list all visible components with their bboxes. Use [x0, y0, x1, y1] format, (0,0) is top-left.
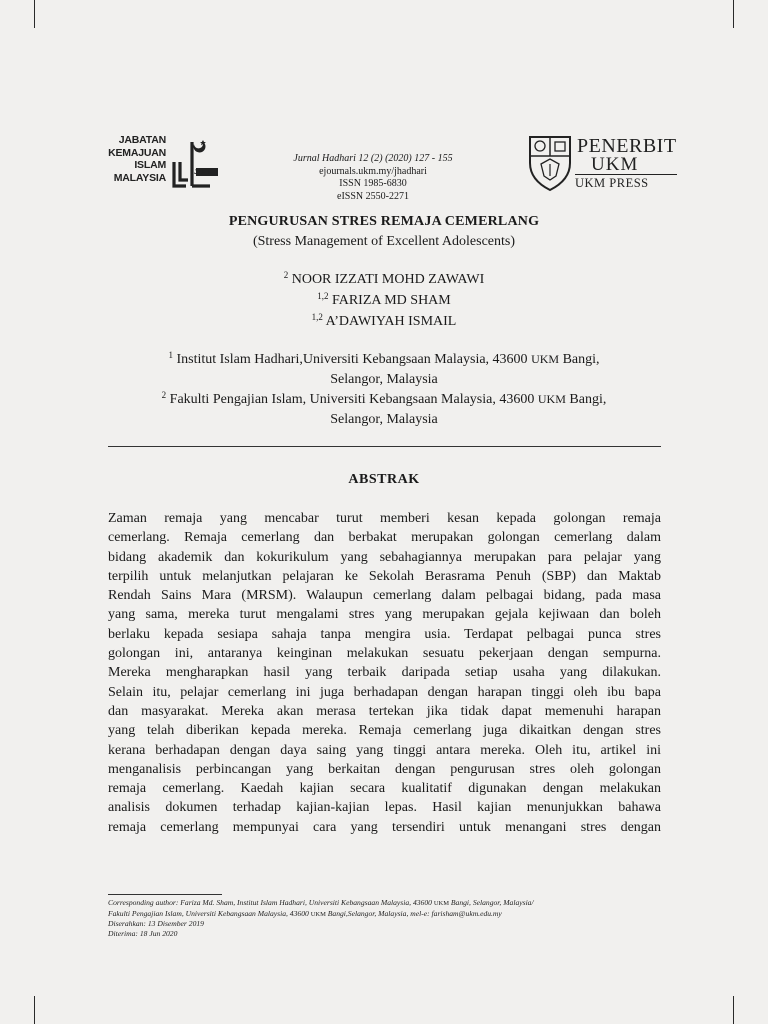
paper-title: PENGURUSAN STRES REMAJA CEMERLANG	[228, 214, 540, 229]
footnote-smallcaps: UKM	[433, 900, 449, 907]
abstract-line: Zaman remaja yang mencabar turut memberi kesan kepada golongan remaja	[108, 511, 661, 526]
affiliation-superscript: 2	[161, 390, 167, 400]
abstract-line: Mereka mengharapkan hasil yang terbaik daripada setiap usaha yang dilakukan.	[108, 665, 661, 681]
footnote	[108, 898, 668, 938]
crop-mark	[733, 0, 734, 28]
header-divider	[108, 446, 661, 447]
affiliation-superscript: 1	[168, 350, 173, 360]
abstract-line: yang telah diberikan kepada mereka. Remaja cemerlang juga dikaitkan dengan stres	[108, 723, 661, 739]
affiliation-smallcaps: UKM	[531, 352, 560, 366]
crop-mark	[733, 996, 734, 1024]
author-name: NOOR IZZATI MOHD ZAWAWI	[291, 272, 485, 287]
abstract-line: remaja cemerlang mempunyai cara yang tersendiri untuk menangani stres dengan	[108, 819, 661, 835]
abstract-line: remaja cemerlang. Kaedah kajian secara kualitatif digunakan dengan melakukan	[108, 781, 661, 797]
footnote-accepted: Diterima: 18 Jun 2020	[108, 928, 178, 938]
jakim-emblem-icon	[170, 134, 230, 194]
author-line	[0, 291, 768, 309]
abstract-line: yang sama, mereka turut mengalami stres yang merupakan gejala kejiwaan dan boleh	[108, 607, 661, 623]
jakim-label: JAKIM	[194, 170, 213, 176]
abstract-line: kerana berhadapan dengan daya saing yang tinggi antara mereka. Oleh itu, artikel ini	[108, 742, 661, 758]
ukm-shield-icon	[527, 134, 573, 192]
footnote-text: Bangi,Selangor, Malaysia, mel-e: farisham@ukm.edu.my	[325, 908, 502, 918]
abstract-line: menganalisis perbincangan yang berkaitan dengan pengurusan stres oleh golongan	[108, 761, 661, 777]
journal-issn: ISSN 1985-6830	[339, 178, 407, 189]
footnote-text: Fakulti Pengajian Islam, Universiti Kebangsaan Malaysia, 43600	[108, 908, 311, 918]
abstract-line: Selain itu, pelajar cemerlang ini juga berhadapan dengan harapan tinggi oleh ibu bapa	[108, 684, 661, 700]
footnote-line	[108, 909, 668, 920]
author-line	[0, 270, 768, 288]
abstract-line: bidang akademik dan kokurikulum yang sebahagiannya merupakan para pelajar yang	[108, 549, 661, 565]
abstract-line: terpilih untuk melanjutkan pelajaran ke Sekolah Berasrama Penuh (SBP) dan Maktab	[108, 568, 661, 584]
author-line	[0, 312, 768, 330]
author-superscript: 2	[283, 270, 289, 280]
footnote-line	[108, 898, 668, 909]
affiliation-line2: Selangor, Malaysia	[330, 411, 438, 427]
ukm-word: UKM	[591, 154, 639, 175]
abstract-line: dan masyarakat. Mereka akan merasa tertekan jika tidak dapat memenuhi harapan	[108, 703, 661, 719]
journal-info	[258, 153, 488, 203]
affiliation-text: Bangi,	[559, 352, 600, 367]
footnote-text: Corresponding author: Fariza Md. Sham, Institut Islam Hadhari, Universiti Kebangsaan Malaysia, 43600	[108, 898, 434, 907]
author-name: A’DAWIYAH ISMAIL	[325, 314, 457, 329]
penerbit-word: PENERBIT	[577, 135, 677, 157]
abstract-line: Rendah Sains Mara (MRSM). Walaupun cemerlang dalam pelbagai bidang, pada masa	[108, 588, 661, 604]
crop-mark	[34, 996, 35, 1024]
footnote-text: Bangi, Selangor, Malaysia/	[449, 898, 534, 907]
affiliation-text: Fakulti Pengajian Islam, Universiti Kebangsaan Malaysia, 43600	[169, 392, 538, 407]
paper-subtitle: (Stress Management of Excellent Adolescents)	[252, 234, 516, 249]
jakim-logo	[108, 134, 228, 194]
crop-mark	[34, 0, 35, 28]
abstract-body	[108, 509, 661, 837]
affiliation	[0, 386, 768, 429]
abstract-line: berlaku kepada sesiapa sahaja tanpa mengira usia. Terdapat pelbagai punca stres	[108, 626, 661, 642]
abstract-heading: ABSTRAK	[348, 472, 420, 487]
footnote-submitted: Diserahkan: 13 Disember 2019	[108, 919, 204, 929]
affiliation-line2: Selangor, Malaysia	[330, 371, 438, 387]
abstract-line: analisis dokumen terhadap kajian-kajian lepas. Hasil kajian menunjukkan bahawa	[108, 800, 661, 816]
footnote-divider	[108, 894, 222, 895]
penerbit-ukm-logo	[527, 134, 677, 196]
affiliation-smallcaps: UKM	[537, 392, 566, 406]
abstract-line: cemerlang. Remaja cemerlang dan berbakat merupakan golongan cemerlang dalam	[108, 530, 661, 546]
journal-eissn: eISSN 2550-2271	[337, 190, 409, 202]
penerbit-wordmark	[577, 136, 677, 190]
author-name: FARIZA MD SHAM	[331, 293, 451, 308]
affiliation-text: Bangi,	[565, 392, 607, 407]
author-superscript: 1,2	[311, 312, 323, 322]
journal-url: ejournals.ukm.my/jhadhari	[319, 165, 427, 177]
jakim-logo-text: JABATAN KEMAJUAN ISLAM MALAYSIA	[108, 134, 166, 184]
affiliation-text: Institut Islam Hadhari,Universiti Kebangsaan Malaysia, 43600	[176, 352, 532, 367]
ukm-press-word: UKM PRESS	[575, 174, 677, 190]
author-superscript: 1,2	[317, 291, 329, 301]
footnote-smallcaps: UKM	[310, 910, 326, 918]
abstract-line: golongan ini, antaranya keinginan melakukan sesuatu pekerjaan dengan sempurna.	[108, 646, 661, 662]
affiliation	[0, 346, 768, 389]
journal-citation: Jurnal Hadhari 12 (2) (2020) 127 - 155	[293, 153, 453, 164]
